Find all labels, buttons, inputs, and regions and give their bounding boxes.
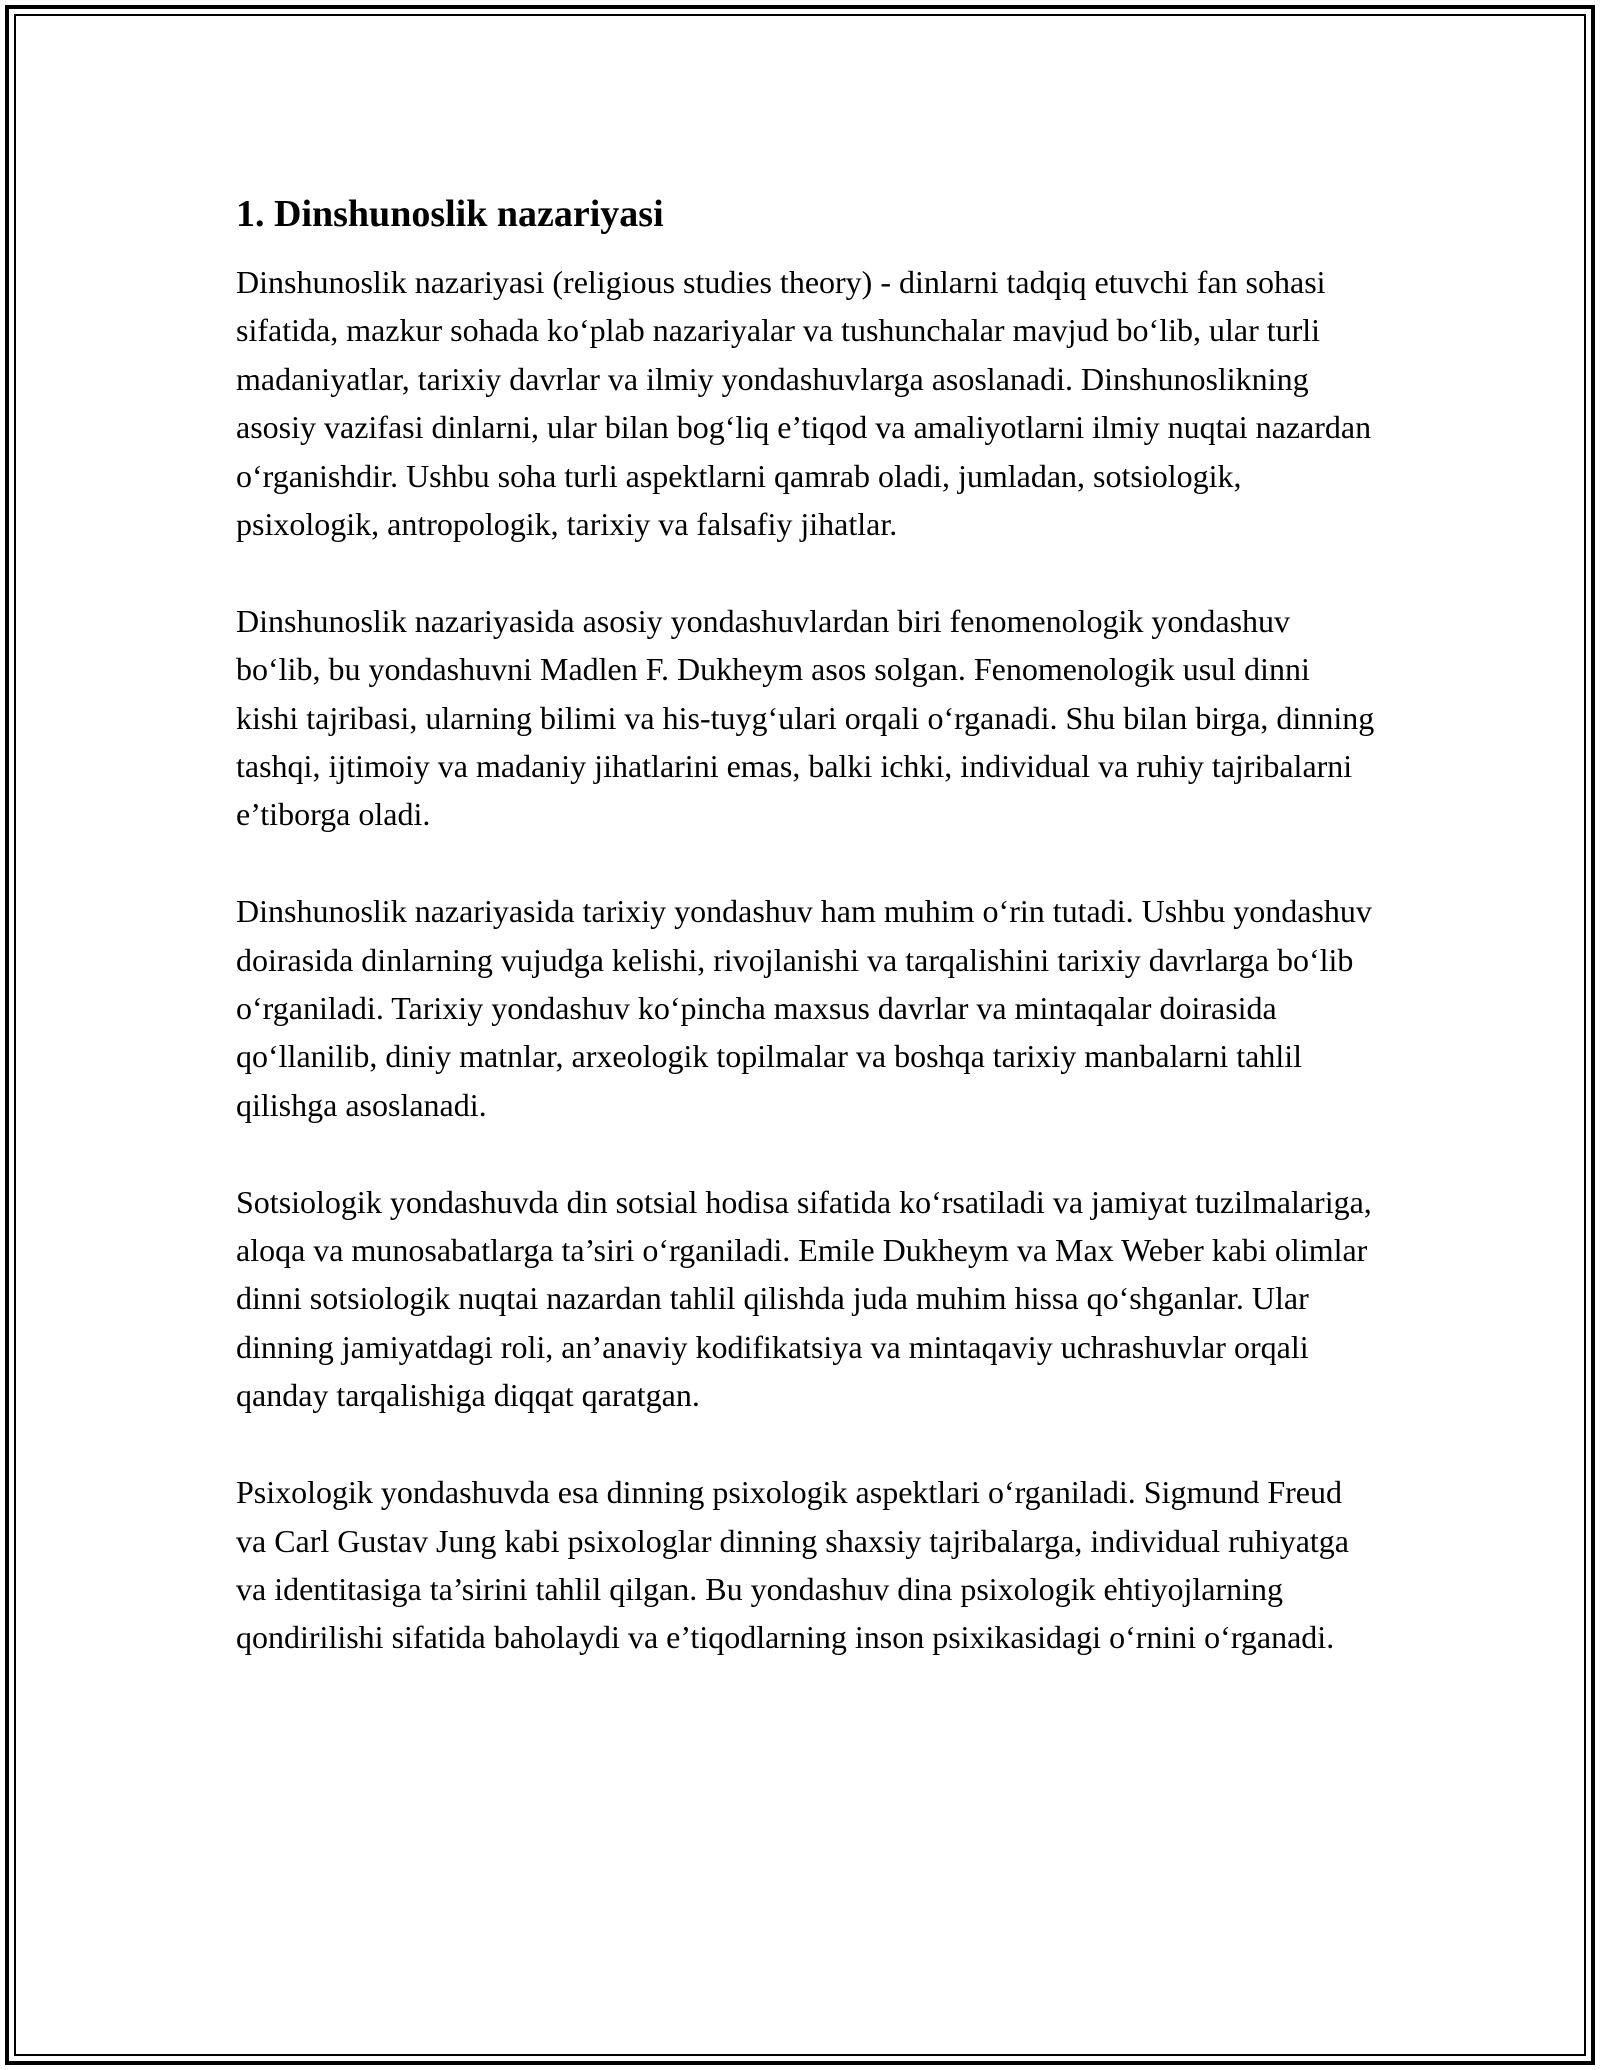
paragraph-intro: Dinshunoslik nazariyasi (religious studies theory) - dinlarni tadqiq etuvchi fan sohasi sifatida, mazkur sohada ko‘plab nazariyalar va tushunchalar mavjud bo‘lib, ular turli madaniyatlar, tarixiy davrlar va ilmiy yondashuvlarga asoslanadi. Dinshunoslikning asosiy vazifasi dinlarni, ular bilan bog‘liq e’tiqod va amaliyotlarni ilmiy nuqtai nazardan o‘rganishdir. Ushbu soha turli aspektlarni qamrab oladi, jumladan, sotsiologik, psixologik, antropologik, tarixiy va falsafiy jihatlar. xyxy=(236,264,1372,543)
paragraph-phenomenological: Dinshunoslik nazariyasida asosiy yondashuvlardan biri fenomenologik yondashuv bo‘lib, bu yondashuvni Madlen F. Dukheym asos solgan. Fenomenologik usul dinni kishi tajribasi, ularning bilimi va his-tuyg‘ulari orqali o‘rganadi. Shu bilan birga, dinning tashqi, ijtimoiy va madaniy jihatlarini emas, balki ichki, individual va ruhiy tajribalarni e’tiborga oladi. xyxy=(236,602,1375,833)
document-body xyxy=(236,188,1376,1710)
paragraph-sociological: Sotsiologik yondashuvda din sotsial hodisa sifatida ko‘rsatiladi va jamiyat tuzilmalariga, aloqa va munosabatlarga ta’siri o‘rganiladi. Emile Dukheym va Max Weber kabi olimlar dinni sotsiologik nuqtai nazardan tahlil qilishda juda muhim hissa qo‘shganlar. Ular dinning jamiyatdagi roli, an’anaviy kodifikatsiya va mintaqaviy uchrashuvlar orqali qanday tarqalishiga diqqat qaratgan. xyxy=(236,1183,1372,1414)
section-heading: 1. Dinshunoslik nazariyasi xyxy=(236,193,664,235)
paragraph-psychological: Psixologik yondashuvda esa dinning psixologik aspektlari o‘rganiladi. Sigmund Freud va Carl Gustav Jung kabi psixologlar dinning shaxsiy tajribalarga, individual ruhiyatga va identitasiga ta’sirini tahlil qilgan. Bu yondashuv dina psixologik ehtiyojlarning qondirilishi sifatida baholaydi va e’tiqodlarning inson psixikasidagi o‘rnini o‘rganadi. xyxy=(236,1474,1349,1656)
paragraph-historical: Dinshunoslik nazariyasida tarixiy yondashuv ham muhim o‘rin tutadi. Ushbu yondashuv doirasida dinlarning vujudga kelishi, rivojlanishi va tarqalishini tarixiy davrlarga bo‘lib o‘rganiladi. Tarixiy yondashuv ko‘pincha maxsus davrlar va mintaqalar doirasida qo‘llanilib, diniy matnlar, arxeologik topilmalar va boshqa tarixiy manbalarni tahlil qilishga asoslanadi. xyxy=(236,893,1372,1123)
